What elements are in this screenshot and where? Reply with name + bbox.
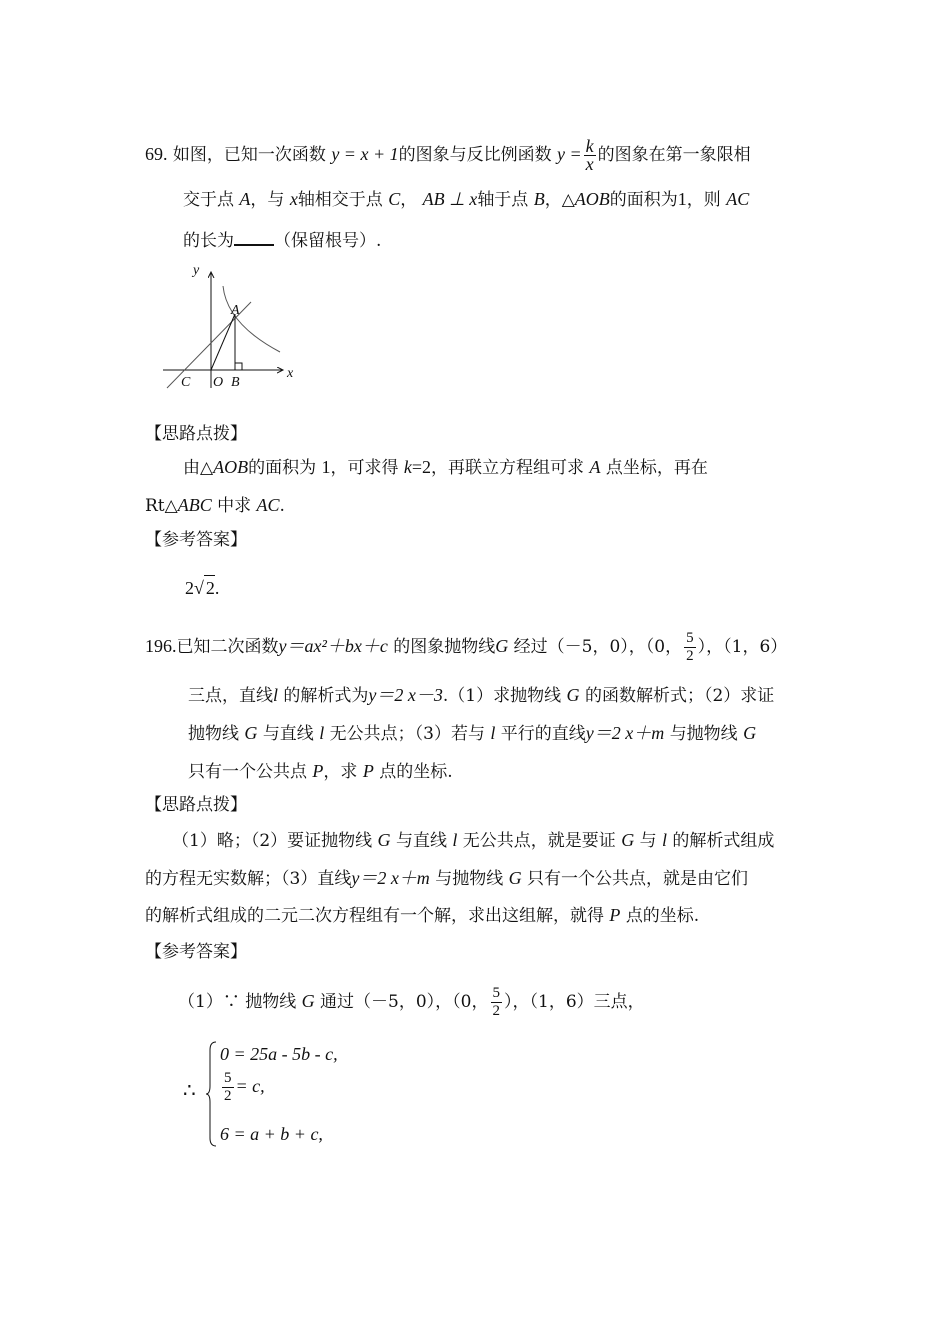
q196-number: 196.: [145, 636, 177, 656]
hint2-line1: （1）略；（2）要证抛物线 G 与直线 l 无公共点，就是要证 G 与 l 的解析式组成: [172, 830, 775, 851]
label-a: A: [231, 303, 240, 318]
hint2-line3: 的解析式组成的二元二次方程组有一个解，求出这组解，就得 P 点的坐标.: [145, 905, 700, 926]
segment-ao: [211, 314, 235, 370]
q69-line3: 的长为 （保留根号）.: [183, 228, 381, 253]
hyperbola-curve: [223, 286, 280, 352]
therefore-symbol: ∴: [183, 1078, 196, 1102]
q196-line1: 196.已知二次函数y＝ax²＋bx＋c 的图象抛物线G 经过（－5，0），（0， $\frac{5}{2}$ ），（1，6）: [145, 630, 788, 664]
q69-linear-eq: y = x + 1: [331, 144, 399, 164]
label-y: y: [193, 263, 200, 278]
answer2-heading: 【参考答案】: [145, 942, 247, 962]
q69-line2: 交于点 A，与 x轴相交于点 C， AB ⊥ x轴于点 B，△AOB的面积为1，则 AC: [183, 189, 750, 210]
answer1-value: 2√ 2.: [185, 575, 219, 601]
answer1-heading: 【参考答案】: [145, 530, 247, 550]
q69-inverse-eq: y =: [557, 144, 582, 164]
hint1-line2: Rt△ABC 中求 AC.: [145, 495, 285, 516]
q69-figure: [155, 262, 305, 392]
system-eq2: $\frac{5}{2}$ = c,: [224, 1070, 265, 1104]
q196-line2: 三点，直线l 的解析式为y＝2 x－3.（1）求抛物线 G 的函数解析式；（2）求证: [188, 685, 775, 706]
answer-blank: [234, 228, 274, 246]
label-o: O: [213, 375, 224, 390]
system-brace: [206, 1040, 218, 1148]
label-c: C: [181, 375, 191, 390]
hint2-heading: 【思路点拨】: [145, 795, 247, 815]
label-x: x: [287, 366, 294, 381]
q196-line3: 抛物线 G 与直线 l 无公共点；（3）若与 l 平行的直线y＝2 x＋m 与抛物线 G: [188, 723, 757, 744]
q69-fraction: $\frac{k}{x}$: [585, 136, 594, 174]
answer2-line1: （1）∵ 抛物线 G 通过（－5，0），（0， $\frac{5}{2}$ ），（1，6）三点，: [178, 985, 645, 1019]
sqrt-sign: √: [194, 578, 204, 598]
q69-line1: [145, 138, 751, 173]
q69-text: 的图象与反比例函数: [398, 145, 552, 165]
hint2-line2: 的方程无实数解；（3）直线y＝2 x＋m 与抛物线 G 只有一个公共点，就是由它们: [145, 868, 749, 889]
right-angle-mark: [235, 363, 242, 370]
label-b: B: [231, 375, 240, 390]
q196-line4: 只有一个公共点 P，求 P 点的坐标.: [188, 761, 453, 782]
q69-text: 如图，已知一次函数: [172, 145, 326, 165]
hint1-line1: 由△AOB的面积为 1，可求得 k=2，再联立方程组可求 A 点坐标，再在: [183, 457, 708, 478]
q69-text: 的图象在第一象限相: [597, 145, 751, 165]
system-eq1: 0 = 25a - 5b - c,: [220, 1044, 338, 1064]
q69-number: 69.: [145, 144, 168, 164]
system-eq3: 6 = a + b + c,: [220, 1124, 323, 1144]
hint1-heading: 【思路点拨】: [145, 424, 247, 444]
